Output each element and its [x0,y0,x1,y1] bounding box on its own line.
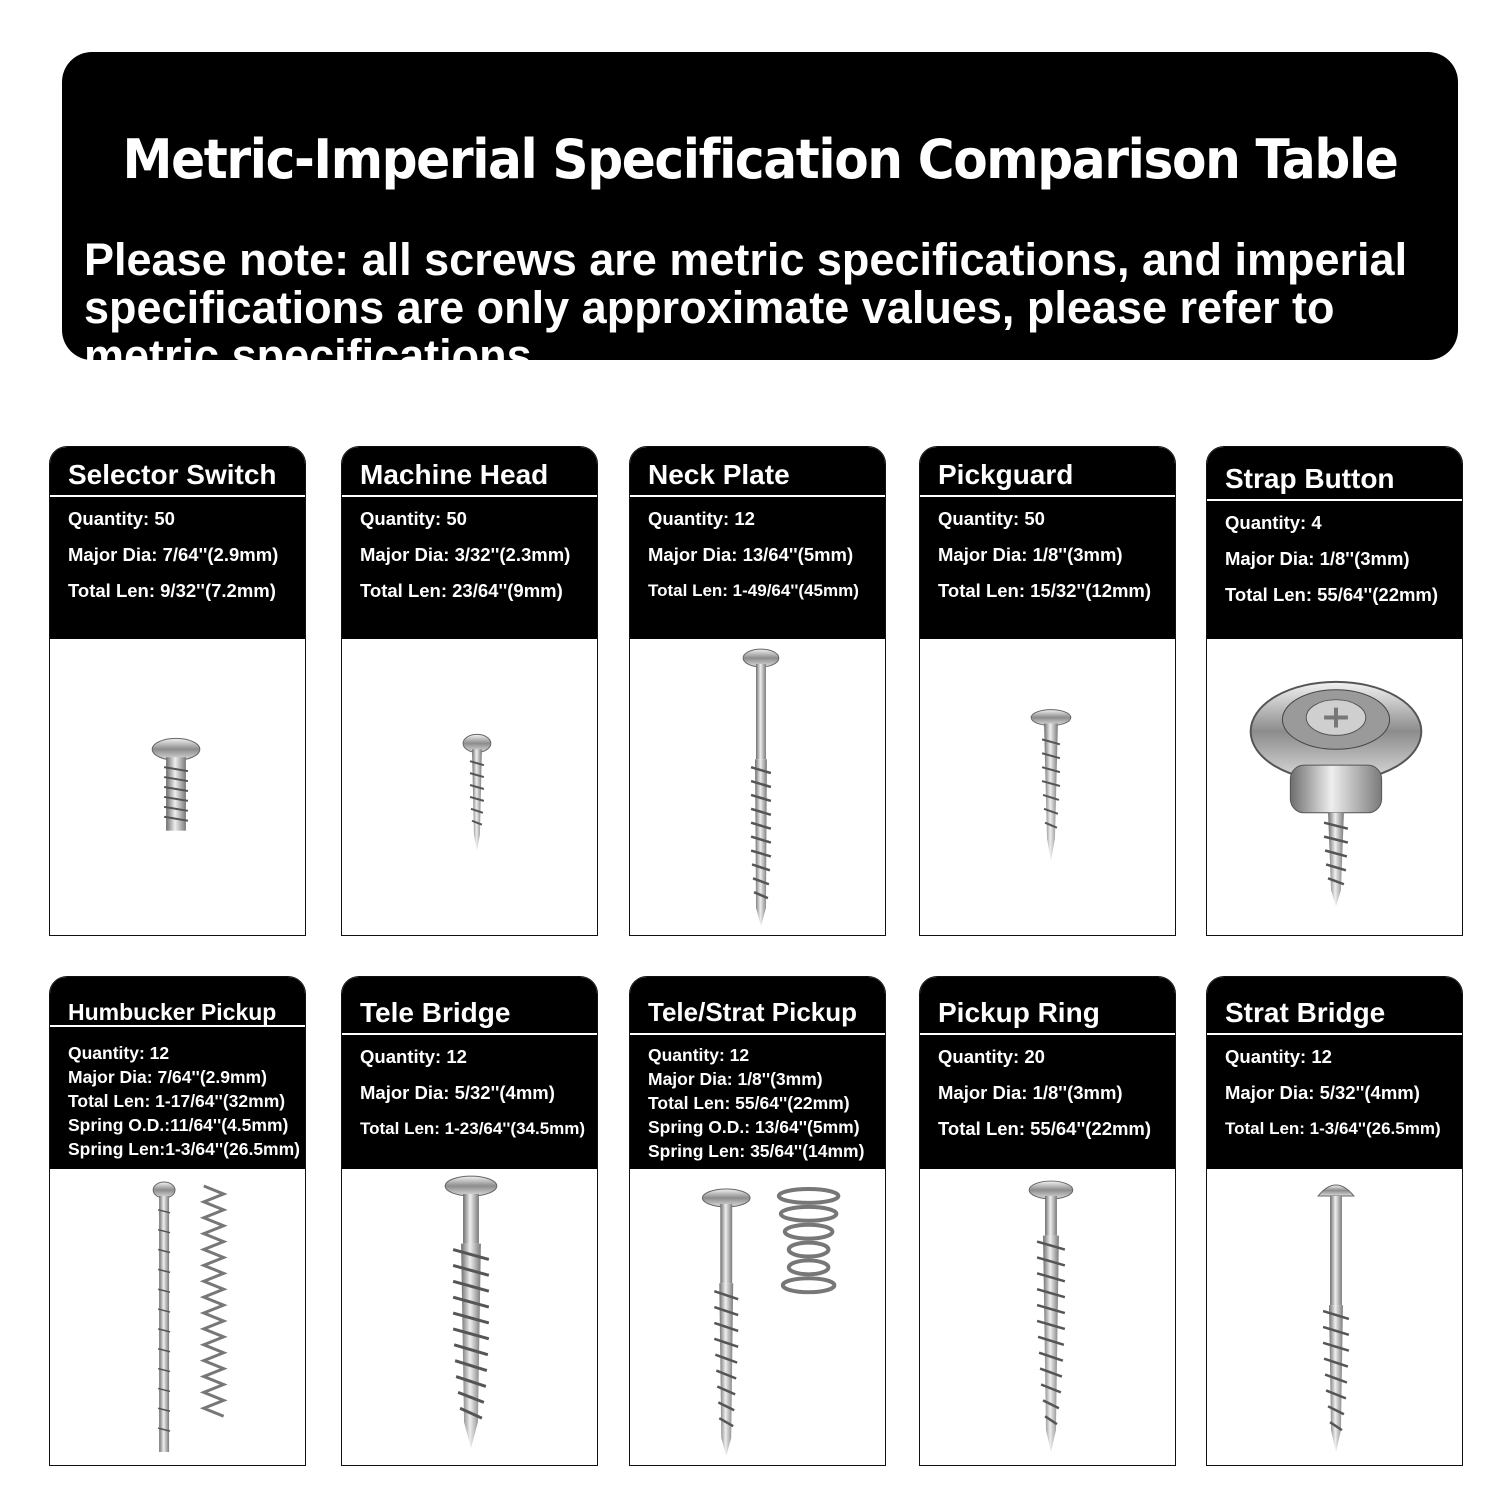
spec-quantity: Quantity: 4 [1225,512,1322,533]
spec-quantity: Quantity: 12 [648,508,755,529]
spec-quantity: Quantity: 50 [360,508,467,529]
spec-quantity: Quantity: 50 [68,508,175,529]
spec-quantity: Quantity: 12 [1225,1046,1332,1067]
spec-major-dia: Major Dia: 1/8''(3mm) [1225,548,1410,569]
spec-spring-od: Spring O.D.: 13/64''(5mm) [648,1117,860,1137]
small-wood-screw-icon [920,639,1175,935]
wood-screw-spring-icon [630,1169,885,1465]
wood-screw-icon [920,1169,1175,1465]
card-title: Strap Button [1225,463,1395,494]
spec-major-dia: Major Dia: 1/8''(3mm) [938,544,1123,565]
card-tele-bridge [341,976,598,1466]
card-title: Selector Switch [68,459,277,490]
small-screw-icon [50,639,305,935]
card-title: Strat Bridge [1225,997,1386,1028]
screw-image [630,639,885,935]
spec-major-dia: Major Dia: 5/32''(4mm) [360,1082,555,1103]
screw-image [342,639,597,935]
card-header [342,447,597,639]
spec-quantity: Quantity: 12 [648,1045,750,1065]
card-pickguard [919,446,1176,936]
spec-major-dia: Major Dia: 1/8''(3mm) [648,1069,823,1089]
spec-total-len: Total Len: 15/32''(12mm) [938,580,1152,601]
spec-major-dia: Major Dia: 7/64''(2.9mm) [68,1067,267,1087]
card-title: Humbucker Pickup [68,999,277,1025]
spec-quantity: Quantity: 50 [938,508,1045,529]
spec-major-dia: Major Dia: 7/64''(2.9mm) [68,544,279,565]
card-strap-button [1206,446,1463,936]
spec-major-dia: Major Dia: 3/32''(2.3mm) [360,544,571,565]
card-header [1207,977,1462,1169]
spec-spring-len: Spring Len:1-3/64''(26.5mm) [68,1139,300,1159]
spec-total-len: Total Len: 9/32''(7.2mm) [68,580,276,601]
card-header [920,447,1175,639]
spec-total-len: Total Len: 1-23/64''(34.5mm) [360,1119,586,1138]
wood-screw-icon [342,1169,597,1465]
spec-total-len: Total Len: 55/64''(22mm) [938,1118,1152,1139]
card-selector-switch [49,446,306,936]
spec-quantity: Quantity: 12 [68,1043,170,1063]
screw-image [342,1169,597,1465]
card-title: Tele/Strat Pickup [648,997,858,1027]
card-tele-strat-pickup [629,976,886,1466]
card-header [342,977,597,1169]
spec-total-len: Total Len: 55/64''(22mm) [1225,584,1439,605]
round-head-screw-icon [1207,1169,1462,1465]
card-header [50,977,305,1169]
card-header [630,447,885,639]
header-banner [62,52,1458,381]
screw-spring-image [630,1169,885,1465]
card-strat-bridge [1206,976,1463,1466]
long-wood-screw-icon [630,639,885,935]
spec-quantity: Quantity: 12 [360,1046,467,1067]
card-header [920,977,1175,1169]
card-neck-plate [629,446,886,936]
screw-spring-image [50,1169,305,1465]
tiny-wood-screw-icon [342,639,597,935]
card-title: Machine Head [360,459,549,490]
spec-quantity: Quantity: 20 [938,1046,1045,1067]
spec-spring-len: Spring Len: 35/64''(14mm) [648,1141,865,1161]
screw-image [920,1169,1175,1465]
card-machine-head [341,446,598,936]
spec-major-dia: Major Dia: 13/64''(5mm) [648,544,854,565]
card-title: Neck Plate [648,459,790,490]
card-header [630,977,885,1169]
spec-total-len: Total Len: 1-49/64''(45mm) [648,581,859,600]
screw-image [920,639,1175,935]
card-title: Tele Bridge [360,997,511,1028]
strap-button-icon [1207,639,1462,935]
card-humbucker-pickup [49,976,306,1466]
screw-image [1207,1169,1462,1465]
spec-major-dia: Major Dia: 5/32''(4mm) [1225,1082,1420,1103]
card-header [50,447,305,639]
strap-button-image [1207,639,1462,935]
card-pickup-ring [919,976,1176,1466]
spec-major-dia: Major Dia: 1/8''(3mm) [938,1082,1123,1103]
spec-total-len: Total Len: 1-3/64''(26.5mm) [1225,1119,1441,1138]
spec-total-len: Total Len: 1-17/64''(32mm) [68,1091,286,1111]
machine-screw-spring-icon [50,1169,305,1465]
metric-note: Please note: all screws are metric specifications, and imperial specifications are only approximate values, please refer to metric specifications [84,234,1408,381]
spec-spring-od: Spring O.D.:11/64''(4.5mm) [68,1115,289,1135]
screw-image [50,639,305,935]
card-title: Pickup Ring [938,997,1100,1028]
page-title: Metric-Imperial Specification Comparison Table [122,128,1398,191]
card-header [1207,447,1462,639]
spec-total-len: Total Len: 55/64''(22mm) [648,1093,850,1113]
card-title: Pickguard [938,459,1074,490]
spec-total-len: Total Len: 23/64''(9mm) [360,580,563,601]
